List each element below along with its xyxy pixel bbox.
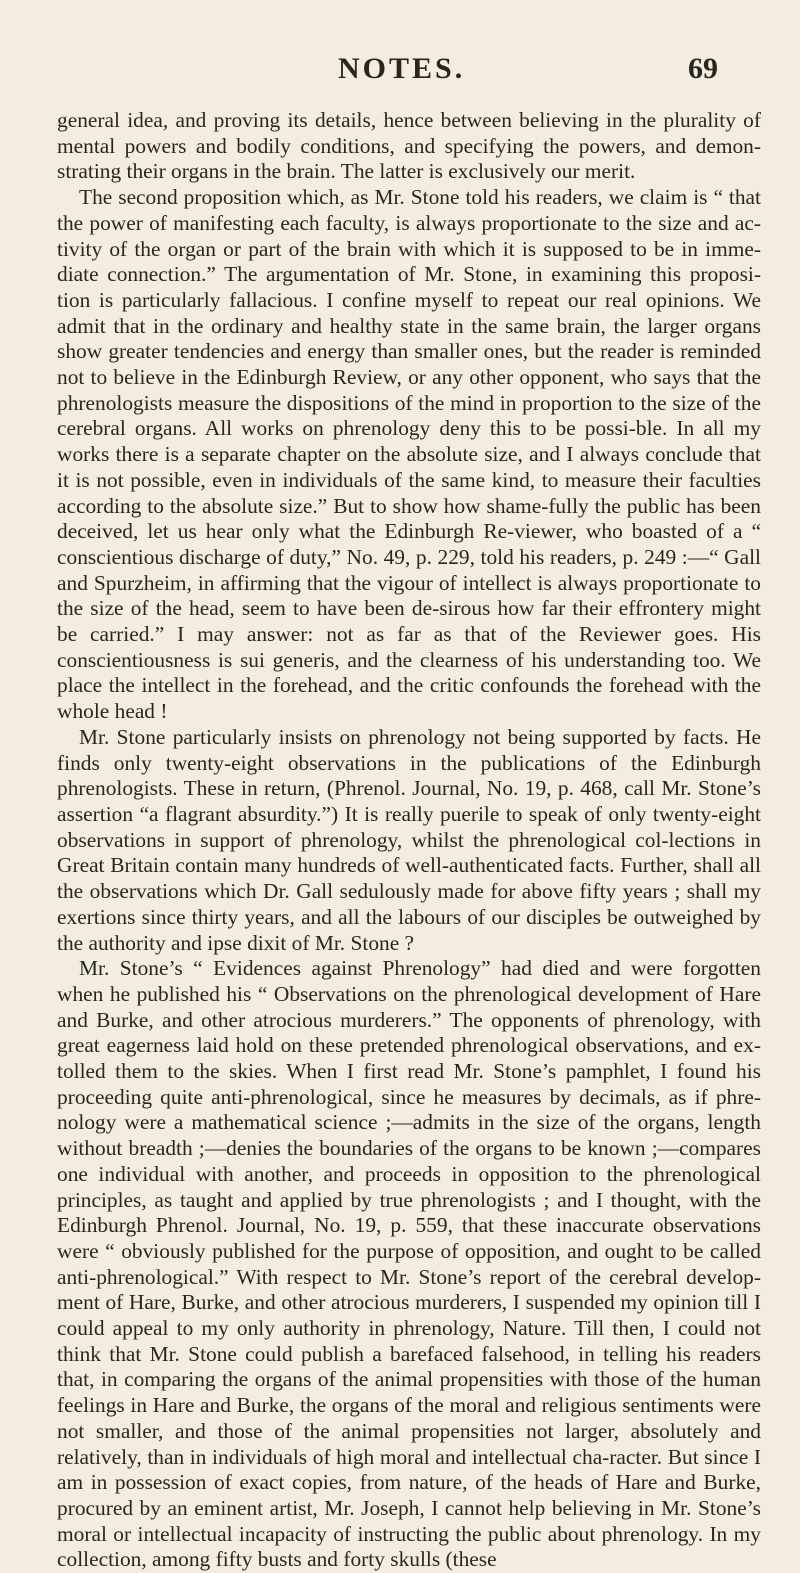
paragraph: Mr. Stone particularly insists on phrenology not being supported by facts. He finds only twenty-eight observations in the publications of the Edinburgh phrenologists. These in return, (Phrenol. Journal, No. 19, p. 468, call Mr. Stone’s assertion “a flagrant absurdity.”) It is really puerile to speak of only twenty-eight observations in support of phrenology, whilst the phrenological col-lections in Great Britain contain many hundreds of well-authenticated facts. Further, shall all the observations which Dr. Gall sedulously made for above fifty years ; shall my exertions since thirty years, and all the labours of our disciples be outweighed by the authority and ipse dixit of Mr. Stone ? — [57, 724, 761, 955]
page-header — [0, 52, 800, 92]
paragraph: Mr. Stone’s “ Evidences against Phrenology” had died and were forgotten when he published his “ Observations on the phrenological development of Hare and Burke, and other atrocious murderers.” The opponents of phrenology, with great eagerness laid hold on these pretended phrenological observations, and ex-tolled them to the skies. When I first read Mr. Stone’s pamphlet, I found his proceeding quite anti-phrenological, since he measures by decimals, as if phre-nology were a mathematical science ;—admits in the size of the organs, length without breadth ;—denies the boundaries of the organs to be known ;—compares one individual with another, and proceeds in opposition to the phrenological principles, as taught and applied by true phrenologists ; and I thought, with the Edinburgh Phrenol. Journal, No. 19, p. 559, that these inaccurate observations were “ obviously published for the purpose of opposition, and ought to be called anti-phrenological.” With respect to Mr. Stone’s report of the cerebral develop-ment of Hare, Burke, and other atrocious murderers, I suspended my opinion till I could appeal to my only authority in phrenology, Nature. Till then, I could not think that Mr. Stone could publish a barefaced falsehood, in telling his readers that, in comparing the organs of the animal propensities with those of the human feelings in Hare and Burke, the organs of the moral and religious sentiments were not smaller, and those of the animal propensities not larger, absolutely and relatively, than in individuals of high moral and intellectual cha-racter. But since I am in possession of exact copies, from nature, of the heads of Hare and Burke, procured by an eminent artist, Mr. Joseph, I cannot help believing in Mr. Stone’s moral or intellectual incapacity of instructing the public about phrenology. In my collection, among fifty busts and forty skulls (these — [57, 956, 761, 1572]
page-number: 69 — [688, 52, 718, 85]
body-text — [57, 108, 761, 1573]
paragraph: The second proposition which, as Mr. Stone told his readers, we claim is “ that the power of manifesting each faculty, is always proportionate to the size and ac-tivity of the organ or part of the brain with which it is supposed to be in imme-diate connection.” The argumentation of Mr. Stone, in examining this proposi-tion is particularly fallacious. I confine myself to repeat our real opinions. We admit that in the ordinary and healthy state in the same brain, the larger organs show greater tendencies and energy than smaller ones, but the reader is reminded not to believe in the Edinburgh Review, or any other opponent, who says that the phrenologists measure the dispositions of the mind in proportion to the size of the cerebral organs. All works on phrenology deny this to be possi-ble. In all my works there is a separate chapter on the absolute size, and I always conclude that it is not possible, even in individuals of the same kind, to measure their faculties according to the absolute size.” But to show how shame-fully the public has been deceived, let us hear only what the Edinburgh Re-viewer, who boasted of a “ conscientious discharge of duty,” No. 49, p. 229, told his readers, p. 249 :—“ Gall and Spurzheim, in affirming that the vigour of intellect is always proportionate to the size of the head, seem to have been de-sirous how far their effrontery might be carried.” I may answer: not as far as that of the Reviewer goes. His conscientiousness is sui generis, and the clearness of his understanding too. We place the intellect in the forehead, and the critic confounds the forehead with the whole head ! — [57, 185, 761, 724]
running-head: NOTES. — [338, 52, 466, 85]
paragraph: general idea, and proving its details, hence between believing in the plurality of mental powers and bodily conditions, and specifying the powers, and demon-strating their organs in the brain. The latter is exclusively our merit. — [57, 108, 761, 184]
